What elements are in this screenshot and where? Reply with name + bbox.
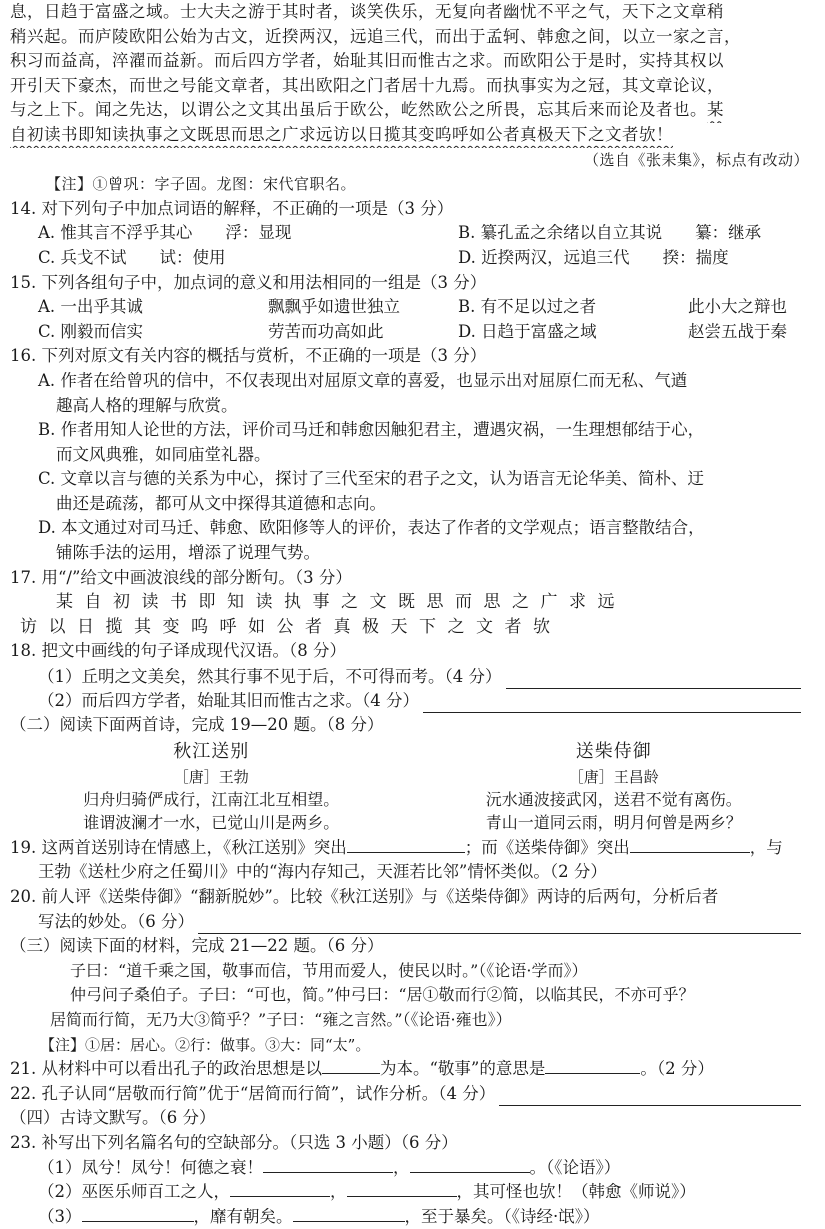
poem-2	[413, 738, 816, 836]
question-21-text: 。（2 分）	[640, 1059, 714, 1079]
passage-line: 开引天下豪杰，而世之号能文章者，其出欧阳之门者居十九焉。而执事实为之冠，其文章论议，	[10, 75, 724, 95]
question-14-stem: 14. 对下列句子中加点词语的解释，不正确的一项是（3 分）	[10, 198, 454, 218]
quote-line: 子曰：“道千乘之国，敬事而信，节用而爱人，使民以时。”（《论语·学而》）	[70, 960, 588, 980]
option-c: C. 兵戈不试 试：使用	[38, 247, 226, 267]
question-15-options-row	[10, 320, 815, 345]
option-b: B. 纂孔孟之余绪以自立其说 纂：继承	[458, 223, 762, 243]
question-15-options-row	[10, 295, 815, 320]
passage-line-text: 与之上下。闻之先达，以谓公之文其出虽后于欧公，屹然欧公之所畏，忘其后来而论及者也。	[10, 100, 707, 120]
section-2-heading: （二）阅读下面两首诗，完成 19—20 题。（8 分）	[10, 715, 384, 735]
answer-blank[interactable]	[347, 836, 465, 853]
question-23-stem: 23. 补写出下列名篇名句的空缺部分。（只选 3 小题）（6 分）	[10, 1132, 458, 1152]
option-a: A. 一出乎其诚	[38, 297, 143, 317]
poem-1	[10, 738, 413, 836]
question-18-sub-2-text: （2）而后四方学者，始耻其旧而惟古之求。（4 分）	[38, 691, 419, 711]
answer-blank[interactable]	[630, 836, 750, 853]
question-18-sub-1-text: （1）丘明之文美矣，然其行事不见于后，不可得而考。（4 分）	[38, 666, 502, 686]
question-15-stem: 15. 下列各组句子中，加点词的意义和用法相同的一组是（3 分）	[10, 272, 487, 292]
option-d: D. 近揆两汉，远追三代 揆：揣度	[458, 247, 729, 267]
answer-blank[interactable]	[82, 1205, 194, 1222]
question-17-text-line: 某自初读书即知读执事之文既思而思之广求远	[56, 592, 626, 613]
passage-line: 稍兴起。而庐陵欧阳公始为古文，近揆两汉，远追三代，而出于孟轲、韩愈之间，以立一家之言，	[10, 26, 741, 46]
question-19	[10, 836, 815, 861]
answer-line[interactable]	[499, 1087, 801, 1106]
question-20-cont-text: 写法的妙处。（6 分）	[38, 912, 194, 932]
question-23-sub-1	[10, 1156, 815, 1181]
question-17-stem: 17. 用“/”给文中画波浪线的部分断句。（3 分）	[10, 567, 352, 587]
answer-line[interactable]	[423, 694, 801, 713]
question-23-text: ，	[393, 1157, 410, 1177]
option-c-pair: 劳苦而功高如此	[268, 321, 384, 341]
wavy-underlined-text: 某	[707, 100, 724, 120]
poem-2-line: 沅水通波接武冈，送君不觉有离伤。	[485, 789, 742, 809]
wavy-underlined-text: 自初读书即知读执事之文既思而思之广求远访以日揽其变呜呼如公者真极天下之文者欤！	[10, 124, 673, 144]
passage	[10, 0, 815, 197]
option-d: D. 本文通过对司马迁、韩愈、欧阳修等人的评价，表达了作者的文学观点；语言整散结合，	[38, 518, 705, 538]
question-21-text: 21. 从材料中可以看出孔子的政治思想是以	[10, 1059, 322, 1079]
answer-blank[interactable]	[322, 1057, 380, 1074]
quote-line: 居简而行简，无乃大③简乎？”子曰：“雍之言然。”（《论语·雍也》）	[50, 1009, 512, 1029]
passage-line	[10, 123, 815, 148]
section-3-note: 【注】①居：居心。②行：做事。③大：同“太”。	[40, 1035, 371, 1054]
poem-1-line: 归舟归骑俨成行，江南江北互相望。	[83, 789, 340, 809]
poems	[10, 738, 815, 836]
question-23-text: （3）	[38, 1206, 82, 1226]
question-23-text: ，	[330, 1182, 347, 1202]
question-16-stem: 16. 下列对原文有关内容的概括与赏析，不正确的一项是（3 分）	[10, 346, 487, 366]
option-d-cont: 铺陈手法的运用，增添了说理气势。	[56, 543, 320, 563]
question-19-text: ；而《送柴侍御》突出	[464, 837, 630, 857]
option-b: B. 作者用知人论世的方法，评价司马迁和韩愈因触犯君主，遭遇灾祸，一生理想郁结于心，	[38, 420, 705, 440]
question-20-cont	[10, 910, 815, 935]
poem-1-title: 秋江送别	[173, 740, 250, 762]
poem-2-title: 送柴侍御	[575, 740, 652, 762]
option-b-pair: 此小大之辩也	[688, 297, 787, 317]
question-21	[10, 1057, 815, 1082]
section-3-heading: （三）阅读下面的材料，完成 21—22 题。（6 分）	[10, 936, 384, 956]
option-a-cont: 趣高人格的理解与欣赏。	[56, 395, 238, 415]
question-17-text-line: 访以日揽其变呜呼如公者真极天下之文者欤	[20, 616, 562, 637]
passage-note: 【注】①曾巩：字子固。龙图：宋代官职名。	[46, 175, 357, 194]
option-d-pair: 赵尝五战于秦	[688, 321, 787, 341]
option-c: C. 文章以言与德的关系为中心，探讨了三代至宋的君子之文，认为语言无论华美、简朴、迂	[38, 469, 705, 489]
answer-blank[interactable]	[263, 1156, 393, 1173]
answer-blank[interactable]	[545, 1057, 640, 1074]
question-20: 20. 前人评《送柴侍御》“翻新脱妙”。比较《秋江送别》与《送柴侍御》两诗的后两句，分析后者	[10, 887, 719, 906]
question-23-text: （2）巫医乐师百工之人，	[38, 1182, 230, 1202]
question-18-sub-1	[10, 664, 815, 689]
option-a: A. 作者在给曾巩的信中，不仅表现出对屈原文章的喜爱，也显示出对屈原仁而无私、气遒	[38, 370, 688, 390]
answer-blank[interactable]	[230, 1180, 330, 1197]
poem-2-line: 青山一道同云雨，明月何曾是两乡？	[485, 812, 742, 832]
section-4-heading: （四）古诗文默写。（6 分）	[10, 1108, 216, 1128]
poem-1-author: ［唐］王勃	[173, 767, 249, 786]
option-c: C. 刚毅而信实	[38, 321, 144, 341]
option-b-cont: 而文风典雅，如同庙堂礼器。	[56, 444, 271, 464]
option-d: D. 日趋于富盛之域	[458, 321, 597, 341]
question-23-sub-2	[10, 1180, 815, 1205]
question-23-text: （1）凤兮！凤兮！何德之衰！	[38, 1157, 263, 1177]
question-22	[10, 1082, 815, 1107]
question-18-sub-2	[10, 689, 815, 714]
question-23-text: ，至于暴矣。（《诗经·氓》）	[404, 1206, 600, 1226]
question-18-stem: 18. 把文中画线的句子译成现代汉语。（8 分）	[10, 641, 346, 661]
answer-blank[interactable]	[410, 1156, 530, 1173]
passage-line: 积习而益高，淬濯而益新。而后四方学者，始耻其旧而惟古之求。而欧阳公于是时，实持其权以	[10, 51, 724, 71]
passage-line	[10, 98, 815, 123]
option-a-pair: 飘飘乎如遗世独立	[268, 297, 400, 317]
question-19-text: ，与	[749, 837, 783, 857]
question-23-text: ，靡有朝矣。	[193, 1206, 293, 1226]
question-21-text: 为本。“敬事”的意思是	[380, 1059, 546, 1079]
question-19-cont: 王勃《送杜少府之任蜀川》中的“海内存知己，天涯若比邻”情怀类似。（2 分）	[38, 862, 607, 882]
passage-source: （选自《张耒集》，标点有改动）	[583, 150, 809, 169]
answer-blank[interactable]	[293, 1205, 405, 1222]
passage-line: 息，日趋于富盛之域。士大夫之游于其时者，谈笑佚乐，无复向者幽忧不平之气，天下之文章稍	[10, 2, 724, 21]
question-23-text: ，其可怪也欤！（韩愈《师说》）	[456, 1182, 696, 1202]
question-23-sub-3	[10, 1205, 815, 1229]
question-23-text: 。（《论语》）	[529, 1157, 621, 1177]
quote-line: 仲弓问子桑伯子。子曰：“可也，简。”仲弓曰：“居①敬而行②简，以临其民，不亦可乎？	[70, 985, 695, 1005]
option-b: B. 有不足以过之者	[458, 297, 597, 317]
poem-1-line: 谁谓波澜才一水，已觉山川是两乡。	[83, 812, 340, 832]
option-a: A. 惟其言不浮乎其心 浮：显现	[38, 223, 292, 243]
question-22-text: 22. 孔子认同“居敬而行简”优于“居简而行简”，试作分析。（4 分）	[10, 1084, 496, 1104]
answer-line[interactable]	[198, 915, 801, 934]
poem-2-author: ［唐］王昌龄	[568, 767, 659, 786]
question-19-text: 19. 这两首送别诗在情感上，《秋江送别》突出	[10, 837, 347, 857]
question-14-options-row	[10, 246, 815, 271]
answer-blank[interactable]	[347, 1180, 457, 1197]
question-14-options-row	[10, 221, 815, 246]
option-c-cont: 曲还是疏荡，都可从文中探得其道德和志向。	[56, 493, 386, 513]
answer-line[interactable]	[506, 670, 802, 689]
